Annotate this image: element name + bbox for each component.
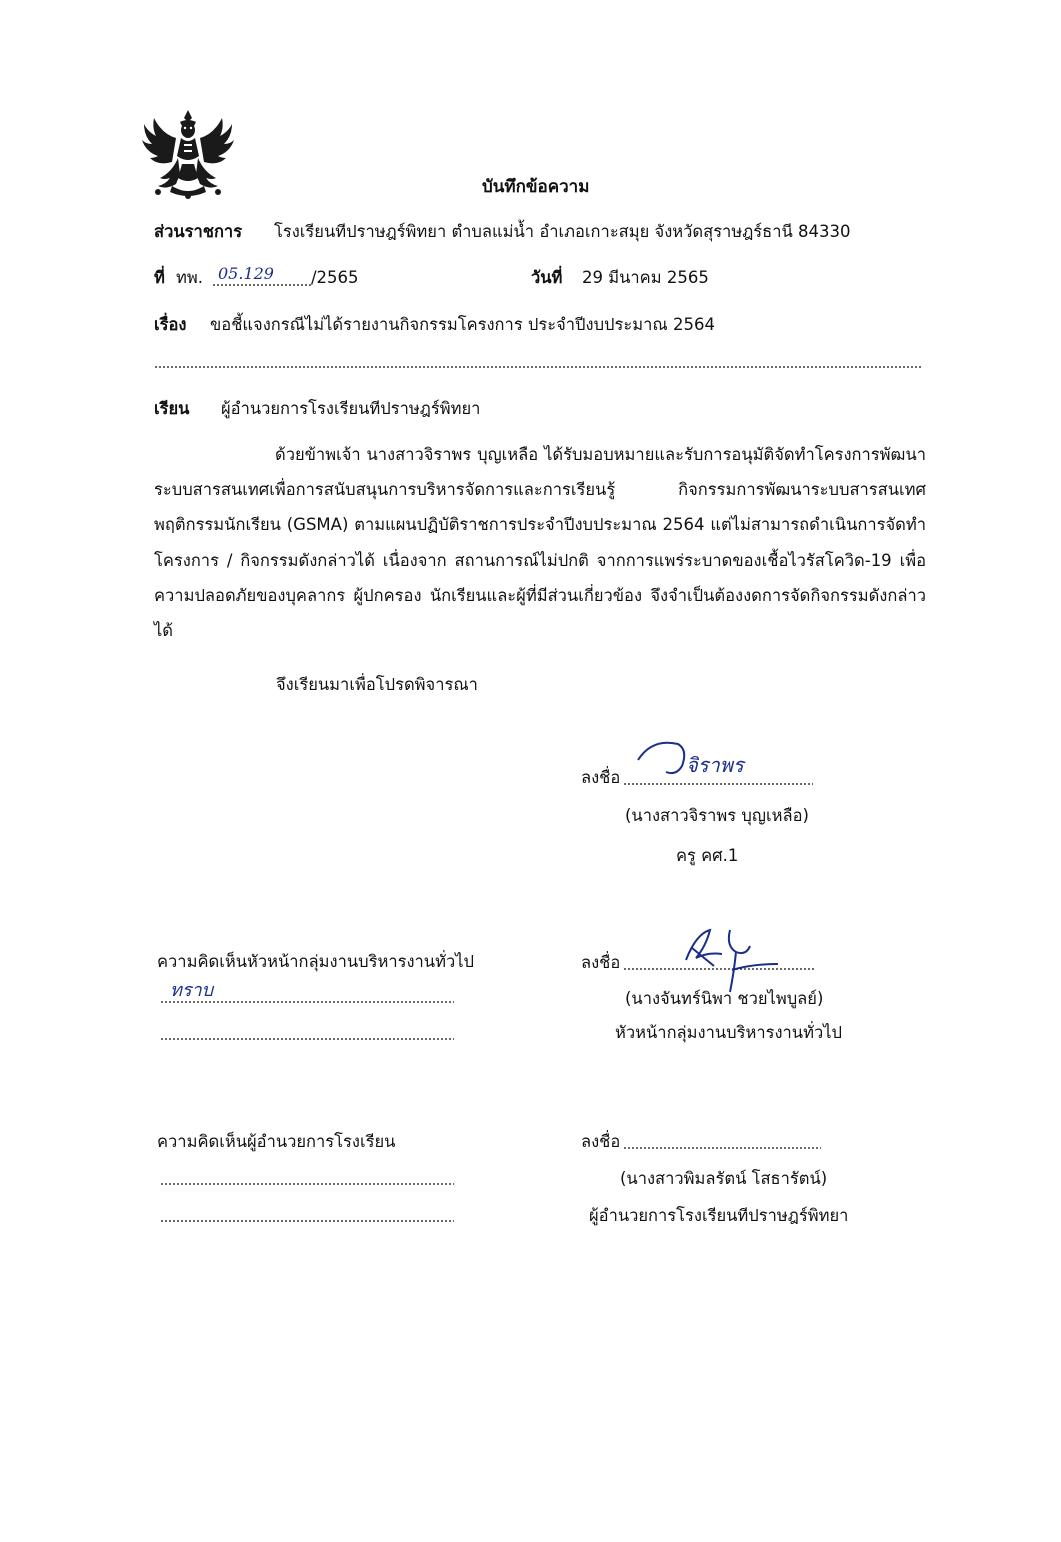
body-paragraph [154,437,926,648]
head-sign-label: ลงชื่อ [581,953,621,972]
date-value: 29 มีนาคม 2565 [582,268,709,287]
subject-label: เรื่อง [154,315,187,334]
teacher-signature-text: จิราพร [686,753,744,777]
head-position: หัวหน้ากลุ่มงานบริหารงานทั่วไป [615,1023,842,1042]
director-sign-label: ลงชื่อ [581,1132,621,1151]
director-comment-line-2 [160,1220,454,1222]
teacher-sign-label: ลงชื่อ [581,768,621,787]
body-paragraph-text: ด้วยข้าพเจ้า นางสาวจิราพร บุญเหลือ ได้รับมอบหมายและรับการอนุมัติจัดทำโครงการพัฒนาระบบสารสนเทศเพื่อการสนับสนุนการบริหารจัดการและการเรียนรู้ กิจกรรมการพัฒนาระบบสารสนเทศพฤติกรรมนักเรียน (GSMA) ตามแผนปฏิบัติราชการประจำปีงบประมาณ 2564 แต่ไม่สามารถดำเนินการจัดทำโครงการ / กิจกรรมดังกล่าวได้ เนื่องจาก สถานการณ์ไม่ปกติ จากการแพร่ระบาดของเชื้อไวรัสโควิด-19 เพื่อความปลอดภัยของบุคลากร ผู้ปกครอง นักเรียนและผู้ที่มีส่วนเกี่ยวข้อง จึงจำเป็นต้องงดการจัดกิจกรรมดังกล่าวได้ [154,445,926,641]
to-value: ผู้อำนวยการโรงเรียนทีปราษฎร์พิทยา [221,399,481,418]
director-sign-line [623,1147,821,1149]
ref-number: 05.129 [218,264,274,283]
garuda-emblem-icon [140,108,236,200]
teacher-sign-line [623,783,813,785]
agency-value: โรงเรียนทีปราษฎร์พิทยา ตำบลแม่น้ำ อำเภอเกาะสมุย จังหวัดสุราษฎร์ธานี 84330 [274,222,851,241]
director-comment-label: ความคิดเห็นผู้อำนวยการโรงเรียน [157,1132,396,1151]
header-separator [154,366,922,368]
ref-label: ที่ [154,268,165,287]
ref-year: /2565 [311,268,359,287]
head-comment-line-2 [160,1038,454,1040]
memo-title: บันทึกข้อความ [482,177,590,197]
ref-dotted-line [212,284,311,286]
director-position: ผู้อำนวยการโรงเรียนทีปราษฎร์พิทยา [589,1206,849,1225]
teacher-name: (นางสาวจิราพร บุญเหลือ) [625,806,809,825]
subject-value: ขอชี้แจงกรณีไม่ได้รายงานกิจกรรมโครงการ ประจำปีงบประมาณ 2564 [210,315,715,334]
head-signature [672,918,782,998]
teacher-signature [628,736,778,782]
agency-label: ส่วนราชการ [154,222,243,241]
head-comment-handwritten: ทราบ [170,980,214,1001]
closing-line: จึงเรียนมาเพื่อโปรดพิจารณา [276,675,478,694]
date-label: วันที่ [531,268,563,287]
head-name: (นางจันทร์นิพา ชวยไพบูลย์) [625,989,824,1008]
director-name: (นางสาวพิมลรัตน์ โสธารัตน์) [620,1169,828,1188]
head-comment-label: ความคิดเห็นหัวหน้ากลุ่มงานบริหารงานทั่วไป [157,952,474,971]
teacher-position: ครู คศ.1 [676,846,739,865]
ref-prefix: ทพ. [176,268,203,287]
to-label: เรียน [154,399,190,418]
director-comment-line-1 [160,1183,454,1185]
